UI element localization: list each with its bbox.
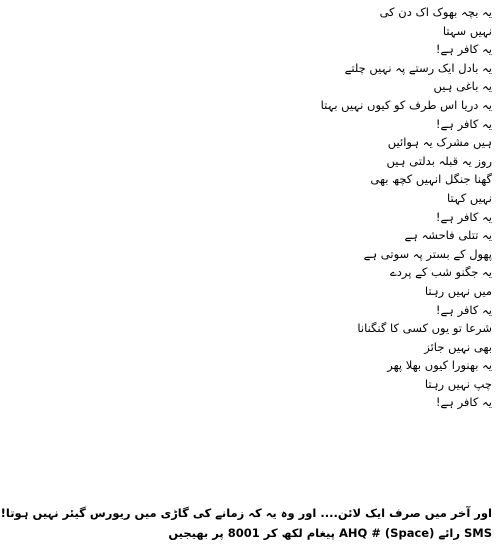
poem-line: یہ دریا اس طرف کو کیوں نہیں بہتا xyxy=(320,97,492,112)
poem-line: نہیں سہتا xyxy=(442,23,492,38)
poem-line: یہ جگنو شب کے پردے xyxy=(390,265,492,280)
poem-line: نہیں کہتا xyxy=(446,190,492,205)
closing-line: اور آخر میں صرف ایک لائن.... اور وہ یہ کہ زمانے کی گاڑی میں ریورس گیئر نہیں ہوتا! xyxy=(0,506,492,520)
poem-line: یہ بچہ بھوک اک دن کی xyxy=(379,5,492,19)
poem-line: شرعا تو یوں کسی کا گنگنانا xyxy=(357,321,492,336)
poem-line: گھنا جنگل انہیں کچھ بھی xyxy=(370,172,492,187)
poem-line: یہ تتلی فاحشہ ہے xyxy=(404,228,492,243)
poem-line: یہ کافر ہے! xyxy=(435,302,492,317)
poem xyxy=(6,3,492,412)
poem-line: میں نہیں رہتا xyxy=(424,283,492,298)
poem-line: بھی نہیں جائز xyxy=(424,339,492,354)
poem-line: یہ بادل ایک رستے پہ نہیں چلتے xyxy=(344,60,492,75)
poem-line: یہ کافر ہے! xyxy=(435,395,492,410)
poem-line: چپ نہیں رہتا xyxy=(424,376,492,391)
poem-line: یہ باغی ہیں xyxy=(433,79,492,94)
poem-line: یہ بھنورا کیوں بھلا پھر xyxy=(387,358,492,373)
poem-line: پھول کے بستر پہ سوتی ہے xyxy=(363,246,492,261)
poem-line: یہ کافر ہے! xyxy=(435,116,492,131)
footer xyxy=(0,503,492,543)
poem-line: روز یہ قبلہ بدلتی ہیں xyxy=(386,153,492,168)
poem-line: یہ کافر ہے! xyxy=(435,42,492,57)
poem-line: یہ کافر ہے! xyxy=(435,209,492,224)
sms-instruction: SMS رائے AHQ # (Space) پیغام لکھ کر 8001 پر بھیجیں xyxy=(168,526,492,540)
poem-line: ہیں مشرک یہ ہوائیں xyxy=(387,135,492,150)
